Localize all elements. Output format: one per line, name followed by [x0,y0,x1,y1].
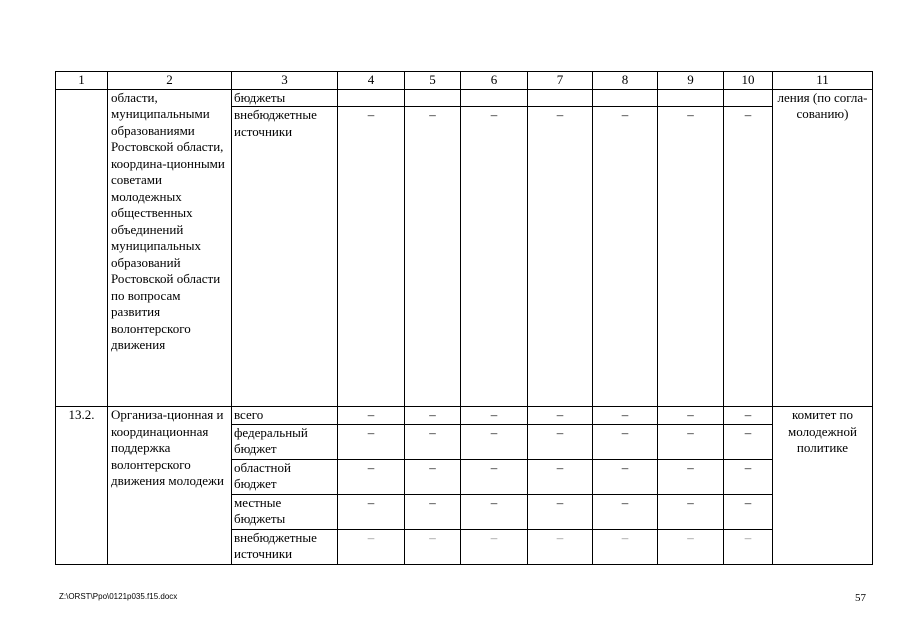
value-cell [724,89,773,107]
value-cell: – [658,424,724,459]
value-cell: – [338,494,405,529]
value-cell [338,89,405,107]
value-cell: – [724,529,773,564]
page-number: 57 [855,592,866,604]
table-row [56,89,873,107]
item-number-cell: 13.2. [56,407,108,565]
value-cell: – [593,459,658,494]
value-cell [461,89,528,107]
table-row [56,407,873,425]
value-cell: – [724,459,773,494]
value-cell: – [405,529,461,564]
value-cell: – [528,459,593,494]
value-cell: – [528,494,593,529]
value-cell: – [338,407,405,425]
funding-source-cell: внебюджетные источники [232,107,338,407]
value-cell: – [658,407,724,425]
file-path-footer: Z:\ORST\Ppo\0121p035.f15.docx [59,592,178,601]
header-cell: 7 [528,72,593,90]
value-cell: – [338,529,405,564]
header-cell: 9 [658,72,724,90]
header-cell: 6 [461,72,528,90]
value-cell: – [724,107,773,407]
header-cell: 11 [773,72,873,90]
value-cell [593,89,658,107]
value-cell [528,89,593,107]
responsible-cell: комитет по молодежной политике [773,407,873,565]
value-cell: – [658,494,724,529]
value-cell: – [461,107,528,407]
value-cell: – [405,459,461,494]
header-cell: 1 [56,72,108,90]
value-cell: – [528,424,593,459]
value-cell: – [593,407,658,425]
funding-source-cell: местные бюджеты [232,494,338,529]
header-row [56,72,873,90]
value-cell: – [405,107,461,407]
value-cell: – [338,107,405,407]
value-cell: – [658,529,724,564]
header-cell: 3 [232,72,338,90]
value-cell: – [338,424,405,459]
value-cell: – [593,424,658,459]
value-cell: – [461,494,528,529]
value-cell [405,89,461,107]
value-cell: – [528,107,593,407]
value-cell: – [461,424,528,459]
value-cell: – [461,529,528,564]
value-cell: – [593,107,658,407]
value-cell: – [528,407,593,425]
document-table [55,71,873,565]
funding-source-cell: внебюджетные источники [232,529,338,564]
funding-source-cell: областной бюджет [232,459,338,494]
item-number-cell [56,89,108,407]
measure-name-cell: области, муниципальными образованиями Ростовской области, координа-ционными советами молодежных общественных объединений муниципальных образований Ростовской области по вопросам развития волонтерского движения [108,89,232,407]
header-cell: 5 [405,72,461,90]
funding-source-cell: бюджеты [232,89,338,107]
value-cell: – [405,407,461,425]
header-cell: 4 [338,72,405,90]
value-cell: – [593,494,658,529]
value-cell: – [405,424,461,459]
value-cell: – [724,494,773,529]
measure-name-cell: Организа-ционная и координационная поддержка волонтерского движения молодежи [108,407,232,565]
header-cell: 8 [593,72,658,90]
value-cell: – [658,107,724,407]
value-cell: – [658,459,724,494]
value-cell: – [724,424,773,459]
value-cell [658,89,724,107]
header-cell: 10 [724,72,773,90]
value-cell: – [593,529,658,564]
value-cell: – [528,529,593,564]
value-cell: – [405,494,461,529]
value-cell: – [461,459,528,494]
header-cell: 2 [108,72,232,90]
value-cell: – [724,407,773,425]
value-cell: – [338,459,405,494]
responsible-cell: ления (по согла-сованию) [773,89,873,407]
funding-source-cell: всего [232,407,338,425]
funding-source-cell: федеральный бюджет [232,424,338,459]
value-cell: – [461,407,528,425]
